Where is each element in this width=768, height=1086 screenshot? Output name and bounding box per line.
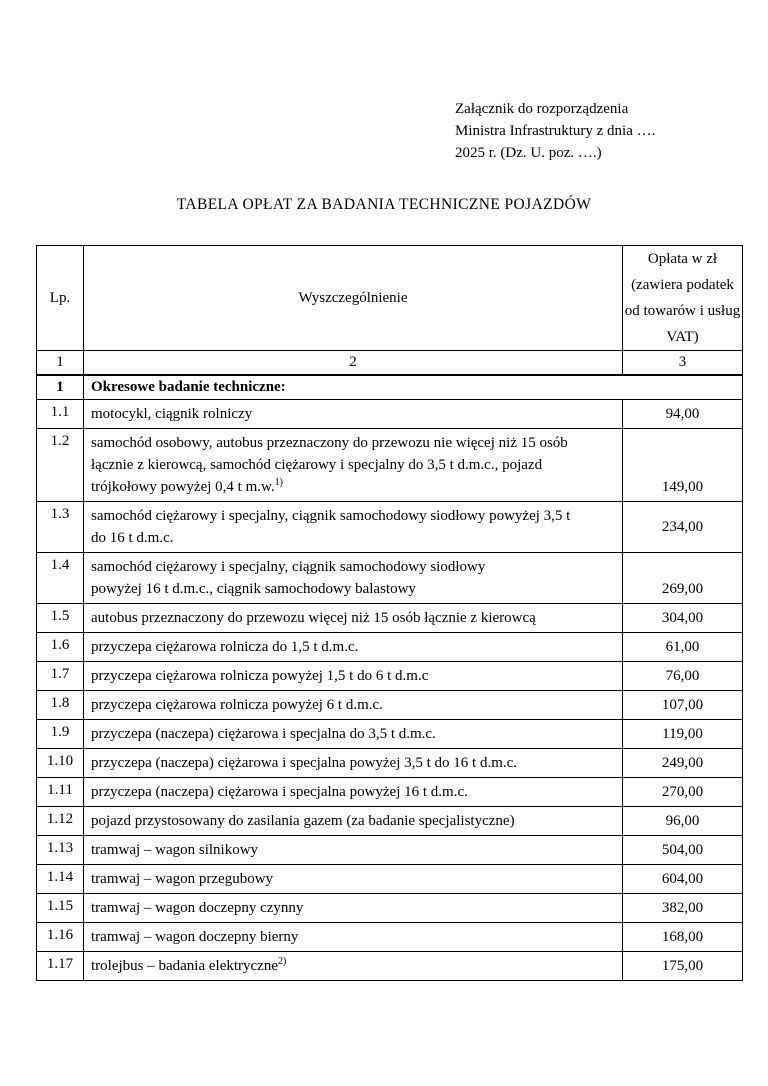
row-number-cell: 1.2 xyxy=(37,429,84,502)
row-description-cell xyxy=(84,604,623,633)
table-row xyxy=(37,604,743,633)
table-row xyxy=(37,400,743,429)
table-row xyxy=(37,923,743,952)
row-description-line: łącznie z kierowcą, samochód ciężarowy i specjalny do 3,5 t d.m.c., pojazd xyxy=(91,457,543,473)
table-row xyxy=(37,720,743,749)
row-description-cell xyxy=(84,778,623,807)
row-number-cell: 1.6 xyxy=(37,633,84,662)
row-description-line: przyczepa ciężarowa rolnicza powyżej 6 t d.m.c. xyxy=(91,697,383,713)
row-description-cell xyxy=(84,749,623,778)
annex-line: Załącznik do rozporządzenia xyxy=(455,101,629,117)
page-title: TABELA OPŁAT ZA BADANIA TECHNICZNE POJAZDÓW xyxy=(176,196,592,213)
table-row xyxy=(37,691,743,720)
row-description-line: trolejbus – badania elektryczne$^{2)}$ xyxy=(91,956,287,974)
annex-line: 2025 r. (Dz. U. poz. ….) xyxy=(455,145,602,161)
header-lp-cell: Lp. xyxy=(37,246,84,351)
row-price-cell: 304,00 xyxy=(623,604,743,633)
row-description-line: samochód ciężarowy i specjalny, ciągnik samochodowy siodłowy xyxy=(91,559,486,575)
row-number-cell: 1.11 xyxy=(37,778,84,807)
row-description-line: przyczepa (naczepa) ciężarowa i specjalna do 3,5 t d.m.c. xyxy=(91,726,436,742)
row-price-cell: 269,00 xyxy=(623,553,743,604)
row-number-cell: 1.3 xyxy=(37,502,84,553)
section-number-cell: 1 xyxy=(37,375,84,400)
table-row xyxy=(37,894,743,923)
row-price-cell: 604,00 xyxy=(623,865,743,894)
row-description-line: powyżej 16 t d.m.c., ciągnik samochodowy balastowy xyxy=(91,581,416,597)
row-description-cell xyxy=(84,662,623,691)
section-header-row xyxy=(37,375,743,400)
row-number-cell: 1.5 xyxy=(37,604,84,633)
row-description-cell xyxy=(84,400,623,429)
row-description-cell xyxy=(84,691,623,720)
annex-line: Ministra Infrastruktury z dnia …. xyxy=(455,123,656,139)
row-number-cell: 1.10 xyxy=(37,749,84,778)
row-description-cell xyxy=(84,894,623,923)
numbering-cell: 3 xyxy=(623,351,743,375)
row-description-cell xyxy=(84,720,623,749)
row-price-cell: 76,00 xyxy=(623,662,743,691)
table-row xyxy=(37,662,743,691)
table-row xyxy=(37,749,743,778)
row-number-cell: 1.16 xyxy=(37,923,84,952)
row-description-line: motocykl, ciągnik rolniczy xyxy=(91,406,253,422)
table-row xyxy=(37,502,743,553)
row-number-cell: 1.7 xyxy=(37,662,84,691)
row-price-cell: 270,00 xyxy=(623,778,743,807)
header-fee-line: VAT) xyxy=(666,329,699,345)
row-description-line: tramwaj – wagon przegubowy xyxy=(91,871,274,887)
footnote-marker: 2) xyxy=(278,956,287,967)
row-description-line: samochód ciężarowy i specjalny, ciągnik samochodowy siodłowy powyżej 3,5 t xyxy=(91,508,571,524)
row-description-line: przyczepa ciężarowa rolnicza do 1,5 t d.m.c. xyxy=(91,639,359,655)
row-description-cell xyxy=(84,502,623,553)
row-number-cell: 1.14 xyxy=(37,865,84,894)
row-description-cell xyxy=(84,553,623,604)
row-price-cell: 119,00 xyxy=(623,720,743,749)
annex-reference-block xyxy=(455,98,655,164)
table-row xyxy=(37,836,743,865)
header-fee-line: (zawiera podatek xyxy=(631,277,734,293)
row-description-line: tramwaj – wagon doczepny bierny xyxy=(91,929,299,945)
table-row xyxy=(37,952,743,981)
row-description-cell xyxy=(84,952,623,981)
table-row xyxy=(37,553,743,604)
section-label-cell: Okresowe badanie techniczne: xyxy=(84,375,743,400)
row-price-cell: 96,00 xyxy=(623,807,743,836)
row-number-cell: 1.13 xyxy=(37,836,84,865)
row-number-cell: 1.8 xyxy=(37,691,84,720)
row-price-cell: 504,00 xyxy=(623,836,743,865)
numbering-cell: 1 xyxy=(37,351,84,375)
row-description-cell xyxy=(84,633,623,662)
table-header-row xyxy=(37,246,743,351)
table-row xyxy=(37,865,743,894)
table-row xyxy=(37,633,743,662)
row-price-cell: 61,00 xyxy=(623,633,743,662)
row-description-cell xyxy=(84,807,623,836)
row-number-cell: 1.12 xyxy=(37,807,84,836)
row-description-cell xyxy=(84,923,623,952)
row-price-cell: 94,00 xyxy=(623,400,743,429)
table-row xyxy=(37,429,743,502)
row-price-cell: 234,00 xyxy=(623,502,743,553)
row-description-line: przyczepa (naczepa) ciężarowa i specjalna powyżej 3,5 t do 16 t d.m.c. xyxy=(91,755,518,771)
row-price-cell: 168,00 xyxy=(623,923,743,952)
table-row xyxy=(37,778,743,807)
fees-table xyxy=(36,245,743,981)
numbering-cell: 2 xyxy=(84,351,623,375)
row-description-line: trójkołowy powyżej 0,4 t m.w.$^{1)}$ xyxy=(91,477,283,495)
row-price-cell: 149,00 xyxy=(623,429,743,502)
row-description-line: tramwaj – wagon silnikowy xyxy=(91,842,259,858)
row-price-cell: 175,00 xyxy=(623,952,743,981)
row-number-cell: 1.17 xyxy=(37,952,84,981)
row-description-line: autobus przeznaczony do przewozu więcej niż 15 osób łącznie z kierowcą xyxy=(91,610,536,626)
header-description-cell: Wyszczególnienie xyxy=(84,246,623,351)
column-numbering-row xyxy=(37,351,743,375)
row-description-line: przyczepa ciężarowa rolnicza powyżej 1,5 t do 6 t d.m.c xyxy=(91,668,429,684)
row-description-line: samochód osobowy, autobus przeznaczony do przewozu nie więcej niż 15 osób xyxy=(91,435,568,451)
row-description-cell xyxy=(84,429,623,502)
row-number-cell: 1.15 xyxy=(37,894,84,923)
row-price-cell: 382,00 xyxy=(623,894,743,923)
header-fee-line: od towarów i usług xyxy=(624,303,741,319)
footnote-marker: 1) xyxy=(274,477,283,488)
row-description-cell xyxy=(84,836,623,865)
row-number-cell: 1.9 xyxy=(37,720,84,749)
row-description-line: tramwaj – wagon doczepny czynny xyxy=(91,900,304,916)
row-price-cell: 107,00 xyxy=(623,691,743,720)
row-description-line: pojazd przystosowany do zasilania gazem (za badanie specjalistyczne) xyxy=(91,813,515,829)
row-description-cell xyxy=(84,865,623,894)
row-number-cell: 1.1 xyxy=(37,400,84,429)
header-fee-cell xyxy=(623,246,743,351)
row-price-cell: 249,00 xyxy=(623,749,743,778)
row-description-line: do 16 t d.m.c. xyxy=(91,530,174,546)
table-row xyxy=(37,807,743,836)
row-number-cell: 1.4 xyxy=(37,553,84,604)
header-fee-line: Opłata w zł xyxy=(647,251,718,267)
row-description-line: przyczepa (naczepa) ciężarowa i specjalna powyżej 16 t d.m.c. xyxy=(91,784,468,800)
